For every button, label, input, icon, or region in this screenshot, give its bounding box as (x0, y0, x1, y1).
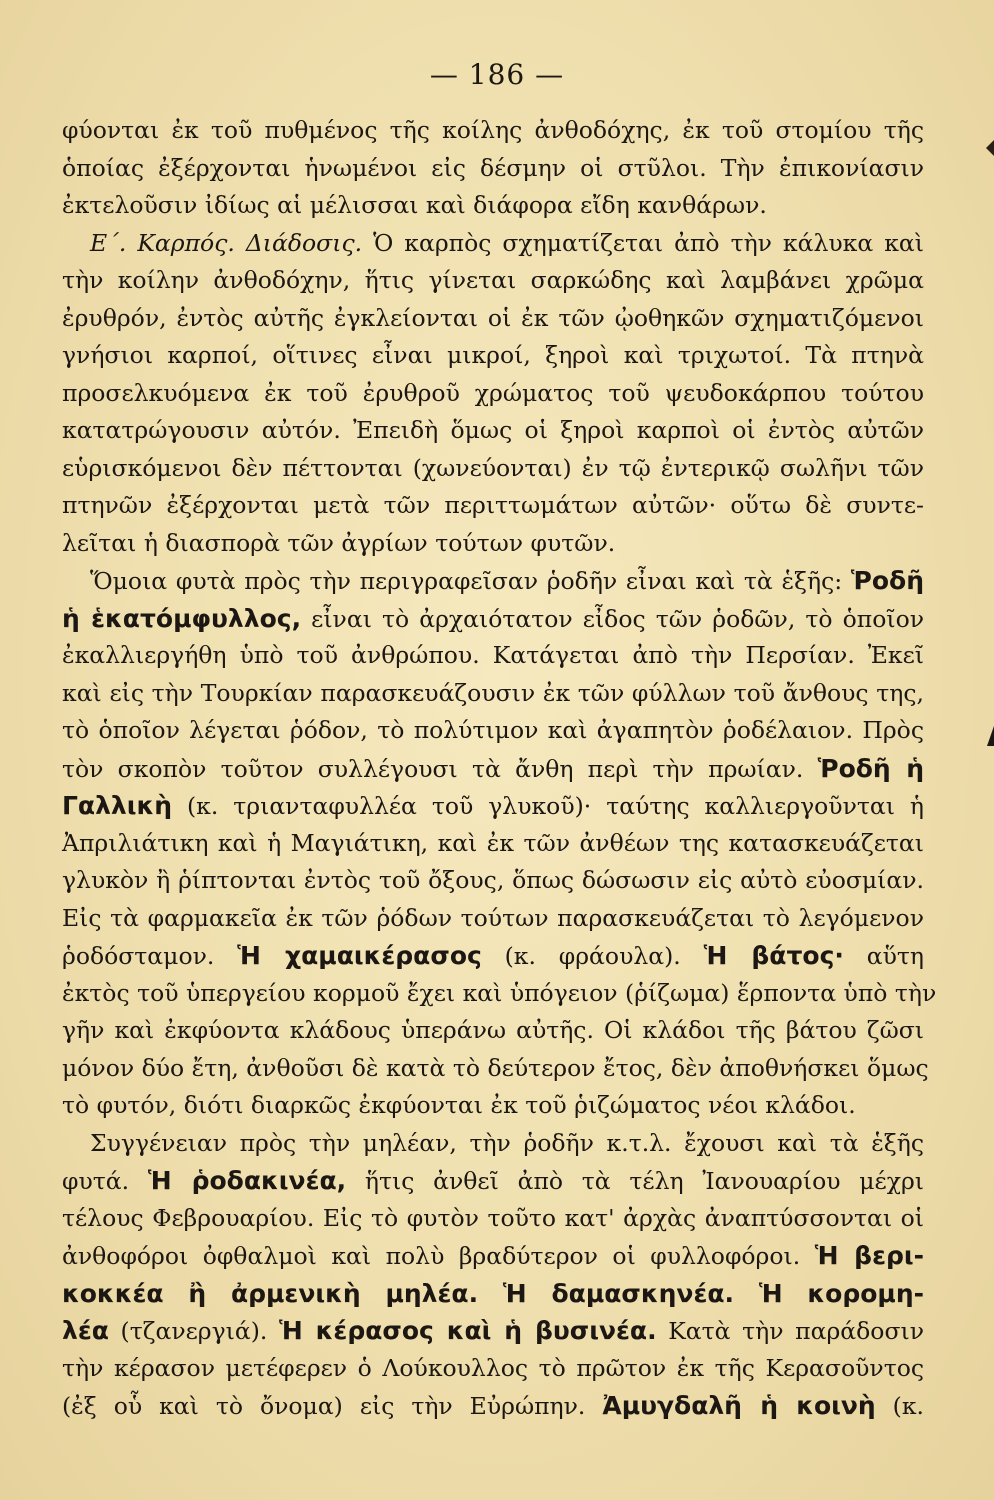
text-line (62, 450, 924, 488)
text-line (62, 225, 924, 263)
page-number: — 186 — (429, 58, 565, 91)
bold-term: Ἡ χαμαικέρασος (237, 941, 482, 970)
text-line (62, 975, 937, 1013)
text-segment: μόνον δύο ἔτη, ἀνθοῦσι δὲ κατὰ τὸ δεύτερον ἔτος, δὲν ἀποθνήσκει ὅμως (62, 1053, 929, 1082)
text-segment: τὴν κοίλην ἀνθοδόχην, ἥτις γίνεται σαρκώδης καὶ λαμβάνει χρῶμα (62, 266, 924, 294)
text-line (62, 1200, 924, 1238)
text-segment: ἐκτὸς τοῦ ὑπεργείου κορμοῦ ἔχει καὶ ὑπόγειον (ῥίζωμα) ἕρποντα ὑπὸ τὴν (62, 978, 937, 1007)
bold-term: λέα (62, 1316, 109, 1345)
text-line (62, 675, 924, 713)
text-segment: Ὁ καρπὸς σχηματίζεται ἀπὸ τὴν κάλυκα καὶ (362, 228, 924, 257)
text-segment: αὕτη (843, 942, 924, 970)
text-line (62, 712, 924, 750)
text-segment: φυτά. (62, 1167, 148, 1195)
text-segment: (τζανεργιά). (108, 1317, 280, 1345)
text-segment: εὑρισκόμενοι δὲν πέττονται (χωνεύονται) ἐν τῷ ἐντερικῷ σωλῆνι τῶν (62, 453, 924, 482)
text-line (62, 1387, 924, 1425)
bold-term: Ῥοδῆ ἡ (817, 753, 924, 783)
text-line (62, 337, 924, 375)
text-line (62, 525, 924, 563)
text-segment: ῥοδόσταμον. (62, 942, 238, 970)
bold-term: Ἡ βάτος· (703, 941, 844, 970)
text-segment: Εἰς τὰ φαρμακεῖα ἐκ τῶν ῥόδων τούτων παρασκευάζεται τὸ λεγόμενον (62, 903, 924, 932)
text-segment: τέλους Φεβρουαρίου. Εἰς τὸ φυτὸν τοῦτο κατ' ἀρχὰς ἀναπτύσσονται οἱ (62, 1203, 924, 1232)
text-segment: τὸ ὁποῖον λέγεται ῥόδον, τὸ πολύτιμον καὶ ἀγαπητὸν ῥοδέλαιον. Πρὸς (62, 716, 924, 744)
text-line (62, 787, 924, 825)
text-line (62, 825, 924, 863)
text-segment: (κ. τριανταφυλλέα τοῦ γλυκοῦ)· ταύτης καλλιεργοῦνται ἡ (172, 792, 924, 820)
text-segment: γῆν καὶ ἐκφύοντα κλάδους ὑπεράνω αὐτῆς. Οἱ κλάδοι τῆς βάτου ζῶσι (62, 1016, 924, 1044)
text-segment: ἐκαλλιεργήθη ὑπὸ τοῦ ἀνθρώπου. Κατάγεται ἀπὸ τὴν Περσίαν. Ἐκεῖ (62, 641, 924, 669)
text-segment: Ὅμοια φυτὰ πρὸς τὴν περιγραφεῖσαν ῥοδῆν εἶναι καὶ τὰ ἑξῆς: (90, 567, 851, 595)
bold-term: Ἡ κέρασος καὶ ἡ βυσινέα. (279, 1316, 657, 1345)
text-line (62, 937, 924, 975)
text-segment: λεῖται ἡ διασπορὰ τῶν ἀγρίων τούτων φυτῶν. (62, 528, 616, 557)
text-line (62, 562, 924, 600)
text-segment: εἶναι τὸ ἀρχαιότατον εἶδος τῶν ῥοδῶν, τὸ ὁποῖον (301, 604, 925, 633)
text-line (62, 1012, 924, 1050)
text-segment: γλυκὸν ἢ ῥίπτονται ἐντὸς τοῦ ὄξους, ὅπως δώσωσιν εἰς αὐτὸ εὐοσμίαν. (62, 866, 924, 894)
text-line (62, 1312, 924, 1350)
bold-term: Ἡ ῥοδακινέα, (147, 1166, 347, 1195)
text-line (62, 900, 924, 938)
text-line (62, 375, 924, 413)
text-segment: πτηνῶν ἐξέρχονται μετὰ τῶν περιττωμάτων αὐτῶν· οὕτω δὲ συντε- (62, 491, 924, 519)
text-line (62, 300, 924, 338)
page-edge-mark (982, 726, 994, 748)
text-line (62, 150, 924, 188)
text-line (62, 1350, 924, 1388)
text-line (62, 1087, 924, 1125)
text-segment: κατατρώγουσιν αὐτόν. Ἐπειδὴ ὅμως οἱ ξηροὶ καρποὶ οἱ ἐντὸς αὐτῶν (62, 416, 924, 444)
text-segment: προσελκυόμενα ἐκ τοῦ ἐρυθροῦ χρώματος τοῦ ψευδοκάρπου τούτου (62, 378, 924, 407)
text-segment: ἀνθοφόροι ὀφθαλμοὶ καὶ πολὺ βραδύτερον οἱ φυλλοφόροι. (62, 1242, 815, 1270)
text-segment: τὸ φυτόν, διότι διαρκῶς ἐκφύονται ἐκ τοῦ ῥιζώματος νέοι κλάδοι. (62, 1091, 856, 1119)
text-segment: φύονται ἐκ τοῦ πυθμένος τῆς κοίλης ἀνθοδόχης, ἐκ τοῦ στομίου τῆς (62, 116, 924, 144)
body-text (62, 112, 937, 1425)
text-line (62, 862, 924, 900)
text-segment: Κατὰ τὴν παράδοσιν (656, 1317, 924, 1345)
page-edge-mark (982, 138, 994, 160)
text-segment: ἐκτελοῦσιν ἰδίως αἱ μέλισσαι καὶ διάφορα εἴδη κανθάρων. (62, 191, 767, 219)
section-heading: Ε΄. Καρπός. Διάδοσις. (90, 228, 363, 257)
text-line (62, 412, 924, 450)
bold-term: Ἡ βερι- (814, 1241, 925, 1270)
text-line (62, 750, 924, 788)
text-line (62, 487, 924, 525)
text-line (62, 1050, 929, 1088)
text-line (62, 637, 924, 675)
text-line (62, 1275, 924, 1313)
text-segment: καὶ εἰς τὴν Τουρκίαν παρασκευάζουσιν ἐκ τῶν φύλλων τοῦ ἄνθους της, (62, 678, 924, 707)
text-segment: Συγγένειαν πρὸς τὴν μηλέαν, τὴν ῥοδῆν κ.τ.λ. ἔχουσι καὶ τὰ ἑξῆς (90, 1128, 924, 1157)
text-segment: (κ. (875, 1392, 925, 1420)
text-line (62, 600, 924, 638)
text-segment: γνήσιοι καρποί, οἵτινες εἶναι μικροί, ξηροὶ καὶ τριχωτοί. Τὰ πτηνὰ (62, 341, 924, 369)
text-line (62, 187, 924, 225)
bold-term: Ῥοδῆ (850, 566, 924, 595)
text-line (62, 1162, 924, 1200)
text-line (62, 1125, 924, 1163)
text-segment: (κ. φράουλα). (481, 942, 704, 970)
text-line (62, 112, 924, 150)
text-segment: Ἀπριλιάτικη καὶ ἡ Μαγιάτικη, καὶ ἐκ τῶν ἀνθέων της κατασκευάζεται (62, 828, 924, 857)
text-segment: ἐρυθρόν, ἐντὸς αὐτῆς ἐγκλείονται οἱ ἐκ τῶν ᾠοθηκῶν σχηματιζόμενοι (62, 303, 924, 332)
text-segment: τὸν σκοπὸν τοῦτον συλλέγουσι τὰ ἄνθη περὶ τὴν πρωίαν. (62, 754, 818, 783)
text-line (62, 262, 924, 300)
bold-term: ἡ ἑκατόμφυλλος, (62, 603, 302, 633)
bold-term: Ἀμυγδαλῆ ἡ κοινὴ (602, 1391, 876, 1420)
bold-term: Γαλλικὴ (62, 791, 173, 820)
text-line (62, 1237, 924, 1275)
text-segment: τὴν κέρασον μετέφερεν ὁ Λούκουλλος τὸ πρῶτον ἐκ τῆς Κερασοῦντος (62, 1353, 924, 1382)
text-segment: ὁποίας ἐξέρχονται ἡνωμένοι εἰς δέσμην οἱ στῦλοι. Τὴν ἐπικονίασιν (62, 153, 924, 182)
bold-term: κοκκέα ἢ ἀρμενικὴ μηλέα. Ἡ δαμασκηνέα. Ἡ κορομη- (62, 1278, 924, 1308)
text-segment: ἥτις ἀνθεῖ ἀπὸ τὰ τέλη Ἰανουαρίου μέχρι (346, 1167, 924, 1195)
text-segment: (ἐξ οὗ καὶ τὸ ὄνομα) εἰς τὴν Εὐρώπην. (62, 1392, 603, 1420)
